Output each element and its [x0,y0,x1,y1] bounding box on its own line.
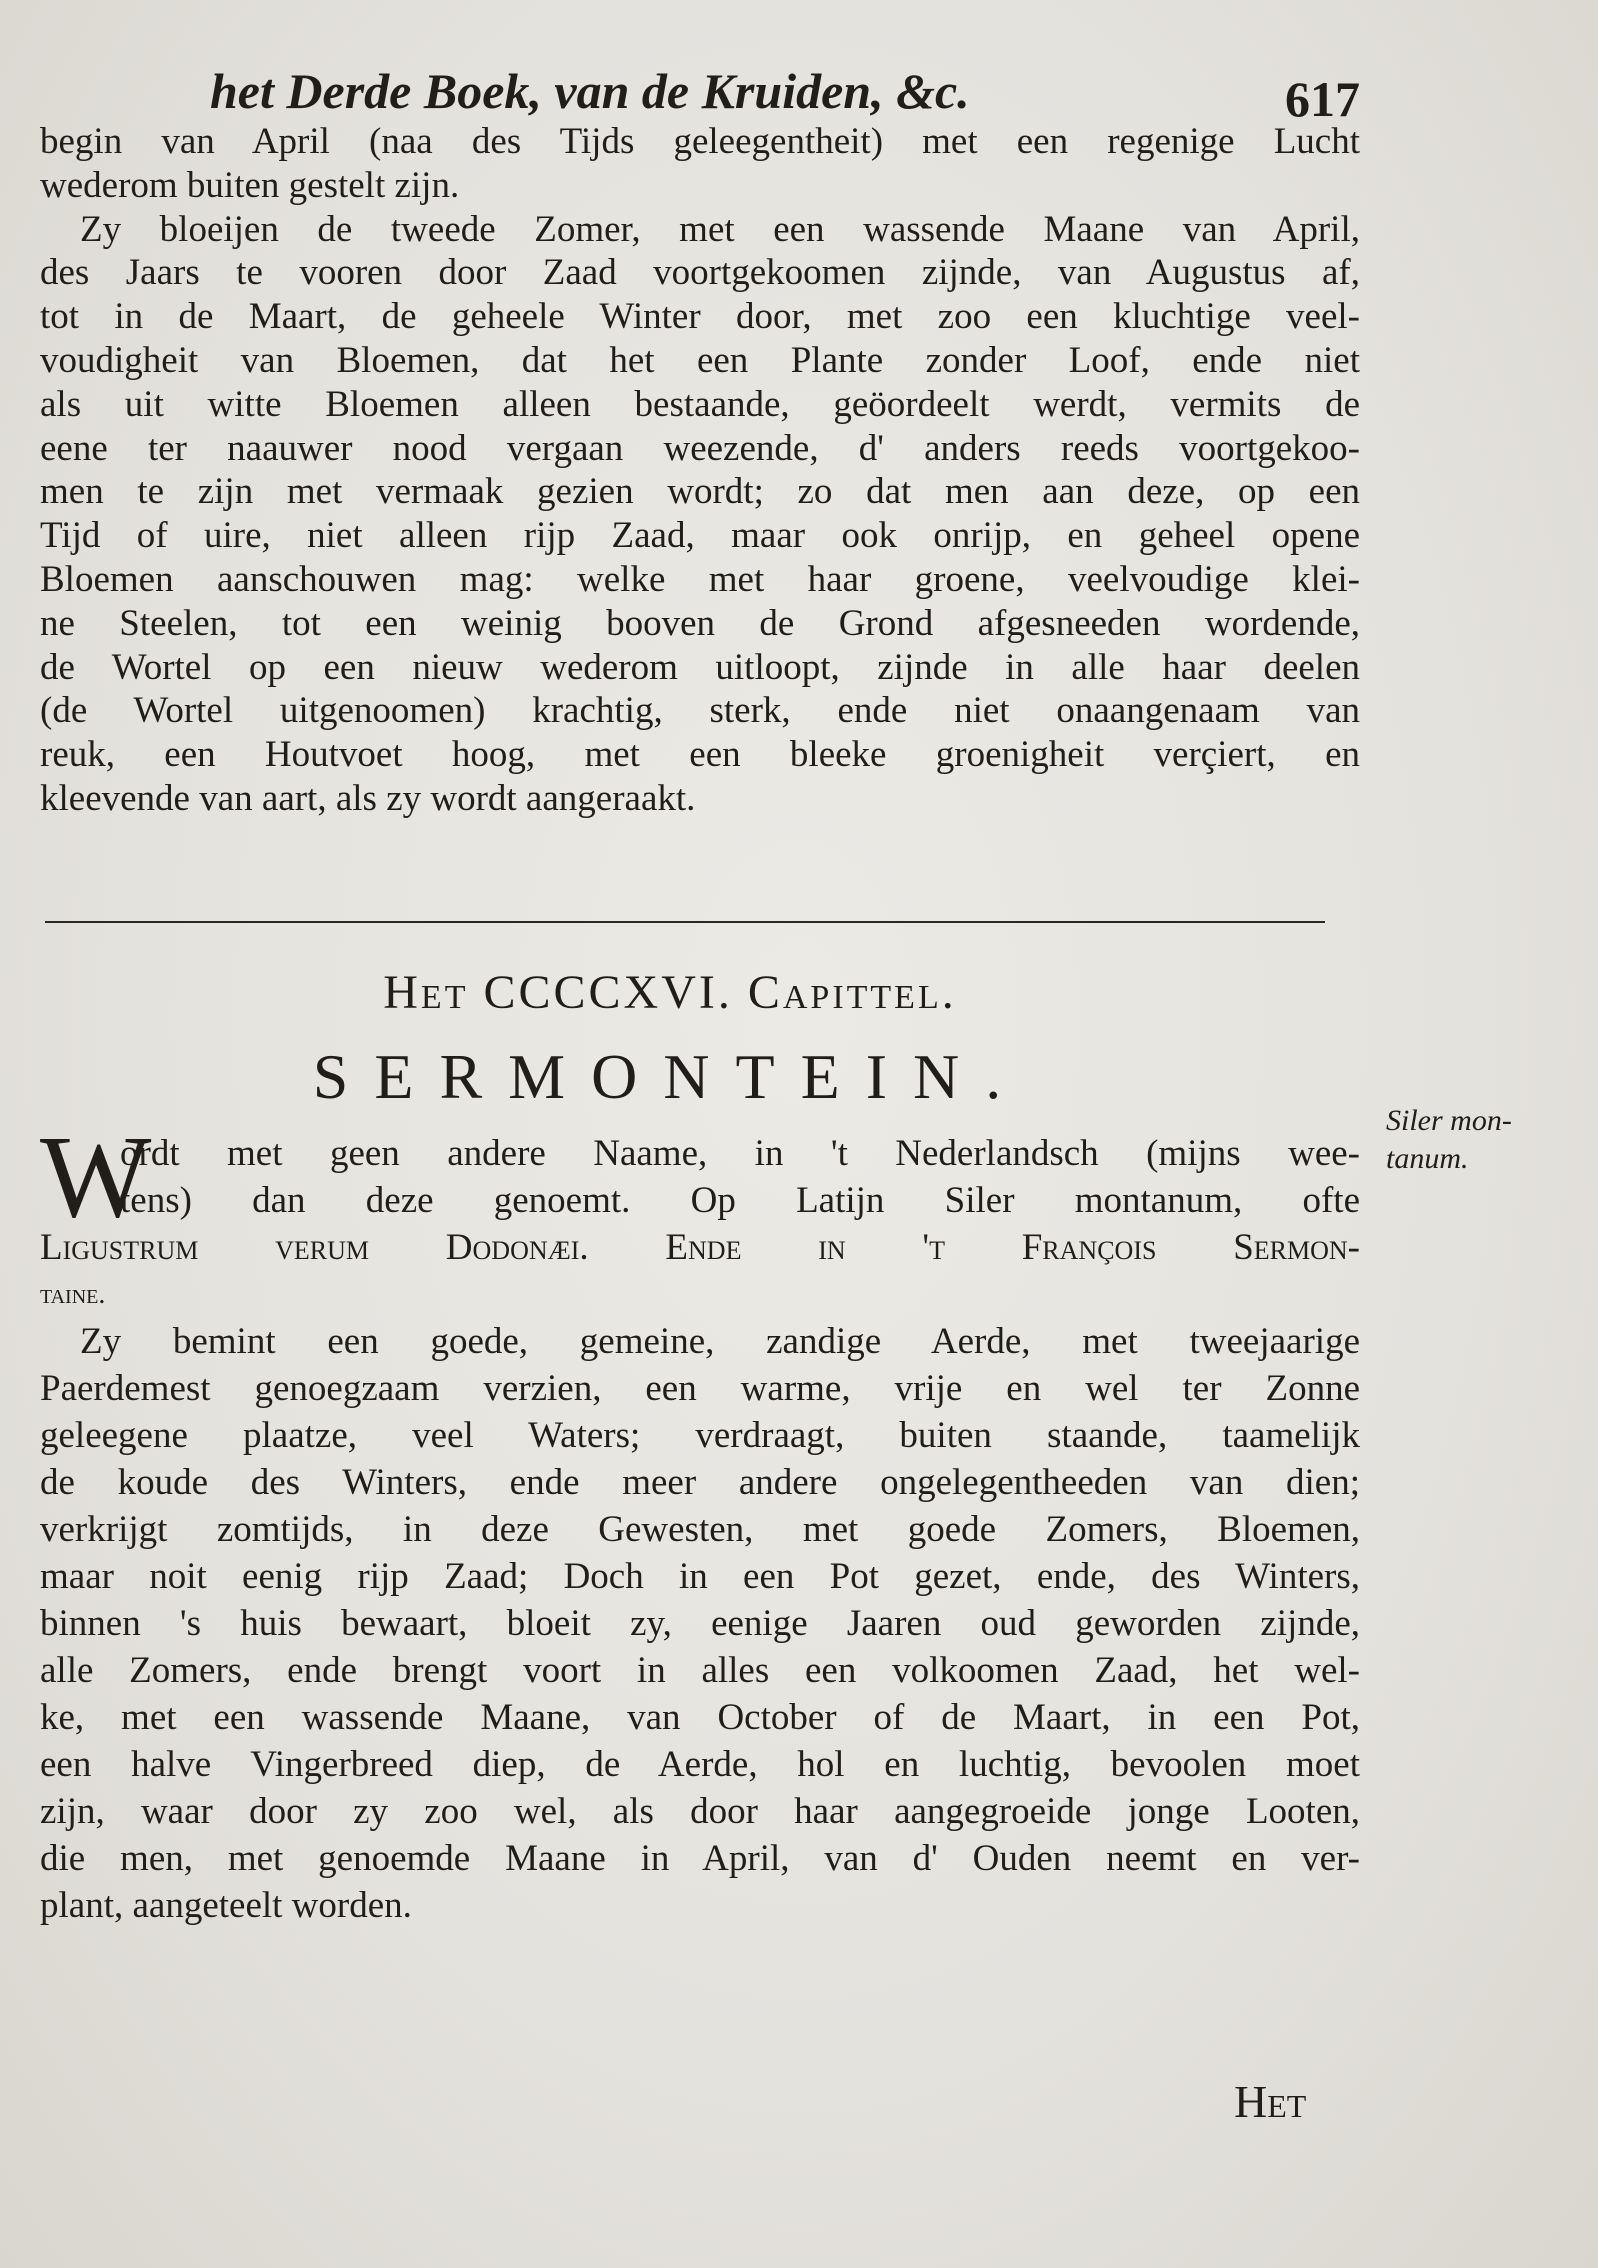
margin-note [1386,1102,1512,1178]
chapter-title: SERMONTEIN. [312,1041,1028,1112]
drop-cap: W [40,1111,152,1242]
text-line: Zy bloeijen de tweede Zomer, met een wassende Maane van April, [80,208,1360,250]
text-line: plant, aangeteelt worden. [40,1885,412,1926]
text-line: Zy bemint een goede, gemeine, zandige Aerde, met tweejaarige [80,1321,1360,1362]
text-line: die men, met genoemde Maane in April, van d' Ouden neemt en ver- [40,1838,1360,1879]
text-line: reuk, een Houtvoet hoog, met een bleeke groenigheit verçiert, en [40,734,1360,776]
margin-note-line: tanum. [1386,1142,1469,1175]
text-line: Paerdemest genoegzaam verzien, een warme, vrije en wel ter Zonne [40,1368,1360,1409]
running-title: het Derde Boek, van de Kruiden, &c. [210,63,970,119]
text-line: de Wortel op een nieuw wederom uitloopt, zijnde in alle haar deelen [40,646,1360,688]
text-line: maar noit eenig rijp Zaad; Doch in een Pot gezet, ende, des Winters, [40,1556,1360,1597]
text-line: Bloemen aanschouwen mag: welke met haar groene, veelvoudige klei- [40,558,1360,600]
text-line: de koude des Winters, ende meer andere ongelegentheeden van dien; [40,1462,1360,1503]
text-line: ordt met geen andere Naame, in 't Nederlandsch (mijns wee- [120,1133,1360,1174]
text-line: men te zijn met vermaak gezien wordt; zo dat men aan deze, op een [40,471,1360,513]
text-line: als uit witte Bloemen alleen bestaande, geöordeelt werdt, vermits de [40,383,1360,425]
text-line: tot in de Maart, de geheele Winter door, met zoo een kluchtige veel- [40,296,1360,338]
text-line: wederom buiten gestelt zijn. [40,164,460,206]
margin-note-line: Siler mon- [1386,1104,1512,1137]
text-line: ne Steelen, tot een weinig booven de Grond afgesneeden wordende, [40,602,1360,644]
text-line: tens) dan deze genoemt. Op Latijn Siler montanum, ofte [120,1180,1360,1221]
text-line: binnen 's huis bewaart, bloeit zy, eenige Jaaren oud geworden zijnde, [40,1603,1360,1644]
text-line: een halve Vingerbreed diep, de Aerde, hol en luchtig, bevoolen moet [40,1744,1360,1785]
text-line: des Jaars te vooren door Zaad voortgekoomen zijnde, van Augustus af, [40,252,1360,294]
page-number: 617 [1285,71,1360,127]
section-divider [45,921,1325,923]
text-line: (de Wortel uitgenoomen) krachtig, sterk, ende niet onaangenaam van [40,690,1360,732]
text-line: Ligustrum verum Dodonæi. Ende in 't François Sermon- [40,1227,1360,1268]
text-line: ke, met een wassende Maane, van October of de Maart, in een Pot, [40,1697,1360,1738]
text-line: alle Zomers, ende brengt voort in alles een volkoomen Zaad, het wel- [40,1650,1360,1691]
text-line: voudigheit van Bloemen, dat het een Plante zonder Loof, ende niet [40,339,1360,381]
text-line: kleevende van aart, als zy wordt aangeraakt. [40,777,696,819]
text-line: zijn, waar door zy zoo wel, als door haar aangegroeide jonge Looten, [40,1791,1360,1832]
paragraph-section-1 [40,120,1360,821]
text-line: verkrijgt zomtijds, in deze Gewesten, met goede Zomers, Bloemen, [40,1509,1360,1550]
chapter-heading: Het CCCCXVI. Capittel. [383,966,957,1019]
paragraph-section-2 [40,1130,1360,1929]
catchword: Het [1234,2076,1307,2127]
text-line: taine. [40,1279,106,1310]
text-line: begin van April (naa des Tijds geleegentheit) met een regenige Lucht [40,121,1360,162]
text-line: geleegene plaatze, veel Waters; verdraagt, buiten staande, taamelijk [40,1415,1360,1456]
text-line: eene ter naauwer nood vergaan weezende, d' anders reeds voortgekoo- [40,427,1360,469]
text-line: Tijd of uire, niet alleen rijp Zaad, maar ook onrijp, en geheel opene [40,515,1360,557]
